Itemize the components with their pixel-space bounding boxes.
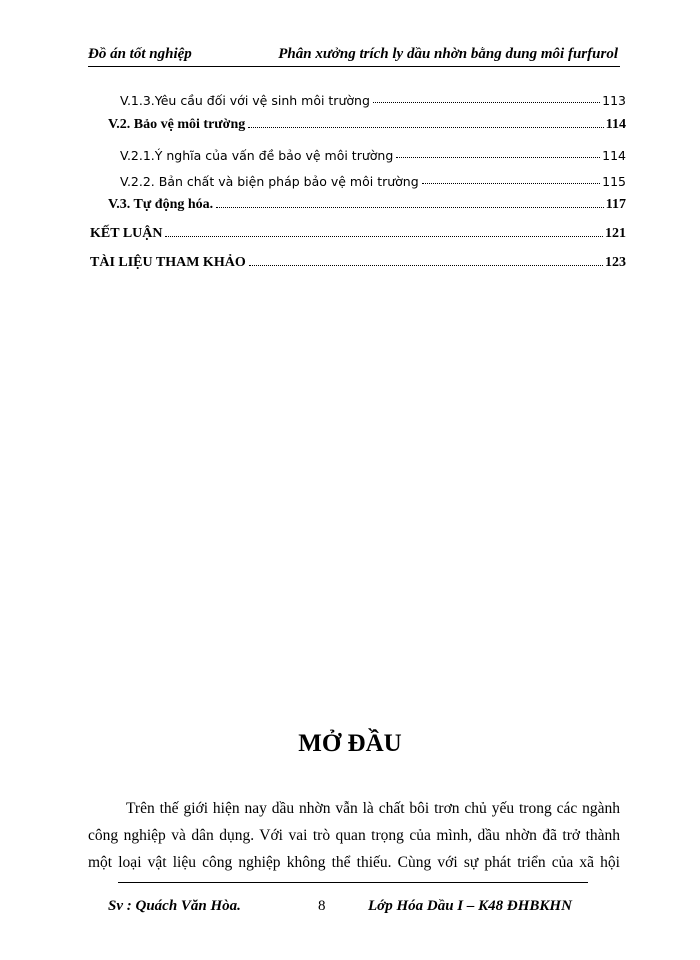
toc-entry-page: 117 (605, 197, 626, 212)
section-title: MỞ ĐẦU (298, 730, 402, 757)
toc-leader-dots (396, 156, 600, 158)
toc-entry-page: 121 (605, 226, 626, 241)
toc-entry-label: V.2.1.Ý nghĩa của vấn đề bảo vệ môi trường (120, 148, 394, 163)
toc-leader-dots (248, 126, 604, 128)
toc-entry-label: V.2.2. Bản chất và biện pháp bảo vệ môi trường (120, 174, 419, 189)
toc-entry-label: V.1.3.Yêu cầu đối với vệ sinh môi trường (120, 93, 370, 108)
page-header (88, 44, 620, 67)
footer-divider (118, 882, 588, 883)
toc-leader-dots (373, 101, 600, 103)
toc-entry-label: KẾT LUẬN (90, 226, 163, 241)
toc-entry-page: 115 (602, 174, 626, 189)
toc-entry-label: TÀI LIỆU THAM KHẢO (90, 255, 246, 270)
toc-leader-dots (165, 235, 603, 237)
header-right-title: Phân xưởng trích ly dầu nhờn bằng dung môi furfurol (278, 46, 618, 62)
paragraph-line: một loại vật liệu công nghiệp không thể thiếu. Cùng với sự phát triển của xã hội (88, 854, 620, 871)
toc-entry[interactable] (120, 169, 626, 189)
toc-entry[interactable] (108, 193, 626, 213)
paragraph-line: Trên thế giới hiện nay dầu nhờn vẫn là chất bôi trơn chủ yếu trong các ngành (126, 800, 620, 817)
intro-paragraph (88, 795, 620, 876)
toc-entry-label: V.3. Tự động hóa. (108, 197, 214, 212)
toc-entry[interactable] (120, 143, 626, 163)
toc-entry[interactable] (120, 88, 626, 108)
paragraph-line: công nghiệp và dân dụng. Với vai trò quan trọng của mình, dầu nhờn đã trở thành (88, 827, 620, 844)
toc-leader-dots (249, 264, 603, 266)
header-left-title: Đồ án tốt nghiệp (88, 46, 192, 62)
toc-entry-page: 114 (602, 148, 626, 163)
toc-leader-dots (216, 206, 604, 208)
toc-entry-page: 114 (605, 117, 626, 132)
toc-entry[interactable] (108, 113, 626, 133)
toc-entry[interactable] (90, 222, 626, 242)
toc-entry-page: 123 (605, 255, 626, 270)
footer-class: Lớp Hóa Dầu I – K48 ĐHBKHN (368, 898, 572, 914)
footer-page-number: 8 (318, 898, 326, 914)
toc-leader-dots (422, 182, 600, 184)
toc-entry[interactable] (90, 251, 626, 271)
toc-entry-page: 113 (602, 93, 626, 108)
toc-entry-label: V.2. Bảo vệ môi trường (108, 117, 246, 132)
footer-student: Sv : Quách Văn Hòa. (108, 898, 241, 914)
